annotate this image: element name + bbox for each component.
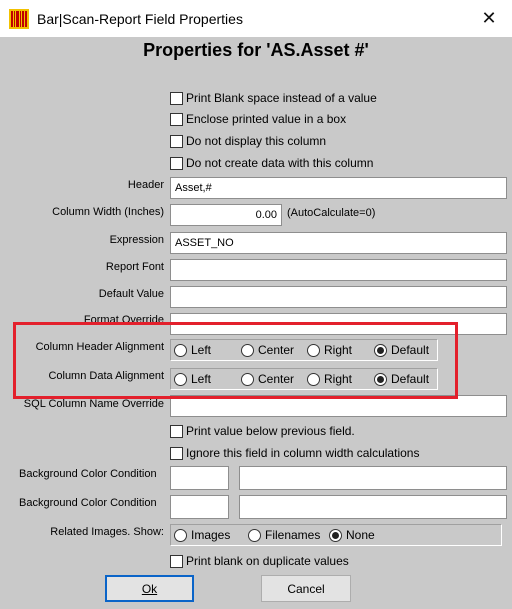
- related-images-none-radio[interactable]: [329, 528, 375, 542]
- format-override-label: Format Override: [83, 314, 164, 326]
- ignore-width-checkbox[interactable]: [170, 446, 419, 460]
- barcode-app-icon: [9, 9, 29, 29]
- print-blank-duplicates-checkbox[interactable]: [170, 554, 349, 568]
- checkbox-label: Do not create data with this column: [186, 156, 374, 170]
- do-not-display-checkbox[interactable]: [170, 134, 326, 148]
- do-not-create-checkbox[interactable]: [170, 156, 373, 170]
- ok-button-label: Ok: [141, 581, 158, 596]
- radio-label: Filenames: [265, 528, 321, 542]
- checkbox-box[interactable]: [170, 113, 183, 126]
- data-alignment-label: Column Data Alignment: [48, 370, 164, 382]
- checkbox-label: Enclose printed value in a box: [186, 112, 347, 126]
- checkbox-box[interactable]: [170, 157, 183, 170]
- checkbox-box[interactable]: [170, 425, 183, 438]
- radio-label: Right: [324, 372, 353, 386]
- radio-label: Left: [191, 343, 212, 357]
- column-width-input[interactable]: 0.00: [170, 204, 282, 226]
- bg-condition-label-1: Background Color Condition: [19, 468, 157, 480]
- checkbox-label: Ignore this field in column width calculations: [186, 446, 420, 460]
- checkbox-box[interactable]: [170, 447, 183, 460]
- expression-label: Expression: [109, 234, 164, 246]
- close-button[interactable]: [466, 0, 512, 37]
- radio-label: Images: [191, 528, 231, 542]
- checkbox-label: Do not display this column: [186, 134, 327, 148]
- radio-label: Default: [391, 343, 430, 357]
- radio-label: None: [346, 528, 375, 542]
- radio-circle[interactable]: [174, 529, 187, 542]
- radio-label: Right: [324, 343, 353, 357]
- radio-label: Center: [258, 372, 295, 386]
- related-images-filenames-radio[interactable]: [248, 528, 320, 542]
- close-icon: ✕: [481, 8, 497, 28]
- checkbox-box[interactable]: [170, 92, 183, 105]
- highlight-annotation: [13, 322, 458, 399]
- expression-input[interactable]: ASSET_NO: [170, 232, 507, 254]
- header-alignment-label: Column Header Alignment: [35, 341, 164, 353]
- cancel-button[interactable]: [261, 575, 351, 602]
- report-font-label: Report Font: [105, 261, 164, 273]
- related-images-images-radio[interactable]: [174, 528, 230, 542]
- print-blank-checkbox[interactable]: [170, 91, 377, 105]
- column-width-label: Column Width (Inches): [52, 206, 164, 218]
- bg-condition-input-2[interactable]: [239, 495, 507, 519]
- related-images-label: Related Images. Show:: [50, 526, 164, 538]
- checkbox-label: Print blank on duplicate values: [186, 554, 349, 568]
- default-value-input[interactable]: [170, 286, 507, 308]
- checkbox-label: Print Blank space instead of a value: [186, 91, 377, 105]
- page-title: Properties for 'AS.Asset #': [143, 40, 369, 60]
- radio-label: Default: [391, 372, 430, 386]
- bg-color-swatch-2[interactable]: [170, 495, 229, 519]
- radio-circle-selected[interactable]: [329, 529, 342, 542]
- dialog-body: [0, 37, 512, 609]
- radio-label: Center: [258, 343, 295, 357]
- header-input[interactable]: Asset,#: [170, 177, 507, 199]
- sql-override-label: SQL Column Name Override: [23, 398, 164, 410]
- radio-circle[interactable]: [248, 529, 261, 542]
- print-below-checkbox[interactable]: [170, 424, 355, 438]
- title-bar: [0, 0, 512, 37]
- checkbox-box[interactable]: [170, 555, 183, 568]
- autocalculate-hint: (AutoCalculate=0): [287, 207, 376, 219]
- checkbox-label: Print value below previous field.: [186, 424, 355, 438]
- enclose-box-checkbox[interactable]: [170, 112, 346, 126]
- ok-button[interactable]: [105, 575, 194, 602]
- bg-condition-label-2: Background Color Condition: [19, 497, 157, 509]
- default-value-label: Default Value: [98, 288, 164, 300]
- cancel-button-label: Cancel: [287, 581, 325, 596]
- radio-label: Left: [191, 372, 212, 386]
- report-font-input[interactable]: [170, 259, 507, 281]
- window-title: Bar|Scan-Report Field Properties: [37, 11, 243, 27]
- bg-color-swatch-1[interactable]: [170, 466, 229, 490]
- bg-condition-input-1[interactable]: [239, 466, 507, 490]
- checkbox-box[interactable]: [170, 135, 183, 148]
- header-label: Header: [127, 179, 164, 191]
- related-images-group: [170, 524, 502, 546]
